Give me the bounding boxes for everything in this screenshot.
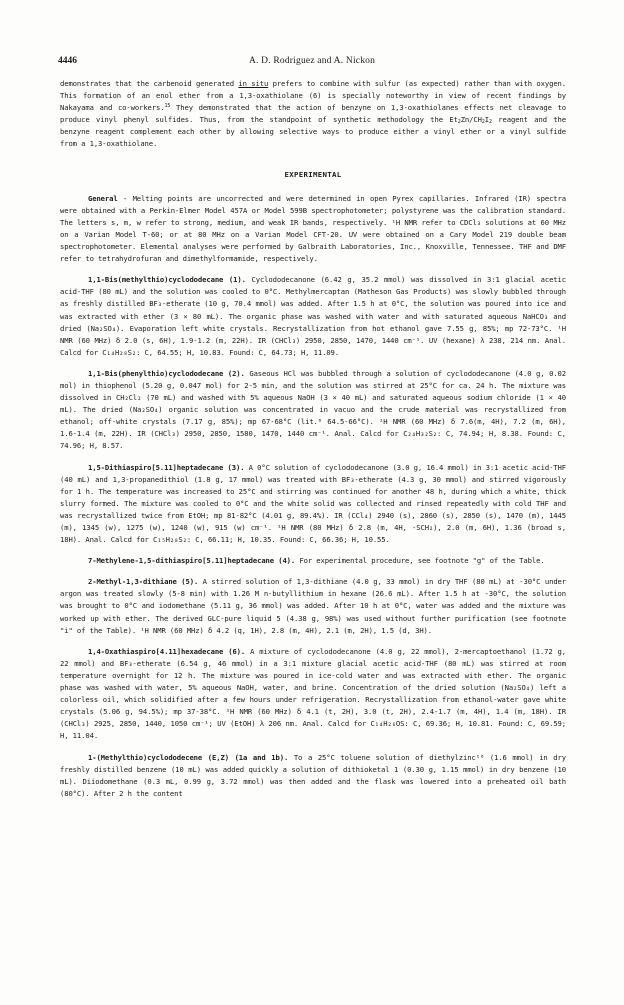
compound-2-head: 1,1-Bis(phenylthio)cyclododecane (2).	[88, 368, 245, 378]
compound-6-head: 1,4-Oxathiaspiro[4.11]hexadecane (6).	[88, 646, 246, 656]
article-body	[60, 78, 566, 800]
intro-text-insitu: in situ	[238, 79, 269, 88]
compound-2-text: Gaseous HCl was bubbled through a solution of cyclododecanone (4.0 g, 0.02 mol) in thiophenol (5.20 g, 0.047 mol) for 2-5 min, and the solution was stirred at 25°C for ca. 24 h. The mixture was dissolved in CH₂Cl₂ (70 mL) and washed with 5% aqueous NaOH (3 × 40 mL) and saturated aqueous sodium chloride (1 × 40 mL). The dried (Na₂SO₄) organic solution was concentrated in vacuo and the crude material was recrystallized from ethanol; off-white crystals (7.17 g, 85%); mp 67-68°C (lit.⁶ 64.5-66°C). ¹H NMR (60 MHz) δ 7.6(m, 4H), 7.2 (m, 6H), 1.6-1.4 (m, 22H). IR (CHCl₃) 2950, 2850, 1580, 1470, 1440 cm⁻¹. Anal. Calcd for C₂₄H₃₂S₂: C, 74.94; H, 8.38. Found: C, 74.96; H, 8.57.	[60, 368, 566, 451]
intro-text-f: reagent and the benzyne reagent complement each other by allowing selective ways to produce either a vinyl ether or a vinyl sulfide from a 1,3-oxathiolane.	[60, 115, 567, 149]
compound-6-paragraph	[60, 646, 566, 743]
compound-7-paragraph	[60, 752, 566, 800]
page-header	[58, 56, 566, 70]
compound-7-text: To a 25°C toluene solution of diethylzinc¹⁶ (1.6 mmol) in dry freshly distilled benzene (10 mL) was added quickly a solution of dithioketal 1 (0.30 g, 1.15 mmol) in dry benzene (10 mL). Diiodomethane (0.3 mL, 0.99 g, 3.72 mmol) was then added and the flask was lowered into a preheated oil bath (80°C). After 2 h the content	[60, 752, 566, 798]
compound-5-text: A stirred solution of 1,3-dithiane (4.0 g, 33 mmol) in dry THF (80 mL) at -30°C under argon was treated slowly (5-8 min) with 1.26 M n-butyllithium in hexane (26.6 mL). After 1.5 h at -30°C, the solution was brought to 0°C and iodomethane (5.11 g, 36 mmol) was added. After 10 h at 0°C, water was added and the mixture was worked up with ether. The derived GLC-pure liquid 5 (4.38 g, 98%) was used without further purification (see footnote "i" of the Table). ¹H NMR (60 MHz) δ 4.2 (q, 1H), 2.8 (m, 4H), 2.1 (m, 2H), 1.5 (d, 3H).	[60, 577, 566, 635]
page-number: 4446	[58, 56, 77, 66]
compound-1-paragraph	[60, 274, 566, 359]
section-title: EXPERIMENTAL	[284, 169, 342, 179]
compound-5-head: 2-Methyl-1,3-dithiane (5).	[88, 577, 199, 587]
compound-5-paragraph	[60, 576, 566, 636]
intro-text-a: demonstrates that the carbenoid generated	[60, 79, 239, 88]
compound-6-text: A mixture of cyclododecanone (4.0 g, 22 mmol), 2-mercaptoethanol (1.72 g, 22 mmol) and BF₃-etherate (6.54 g, 46 mmol) in a 3:1 mixture glacial acetic acid-THF (80 mL) was stirred at room temperature overnight for 12 h. The mixture was poured in ice-cold water and was extracted with ether. The organic phase was washed with water, 5% aqueous NaOH, water, and brine. Concentration of the dried solution (Na₂SO₄) left a colorless oil, which solidified after a few hours under refrigeration. Recrystallization from ethanol-water gave white crystals (5.06 g, 94.5%); mp 37-38°C. ¹H NMR (60 MHz) δ 4.1 (t, 2H), 3.0 (t, 2H), 2.4-1.7 (m, 4H), 1.4 (m, 18H). IR (CHCl₃) 2925, 2850, 1440, 1050 cm⁻¹; UV (EtOH) λ 206 nm. Anal. Calcd for C₁₄H₂₆OS: C, 69.36; H, 10.81. Found: C, 69.59; H, 11.04.	[60, 646, 566, 741]
compound-4-text: For experimental procedure, see footnote "g" of the Table.	[295, 556, 545, 566]
compound-7-head: 1-(Methylthio)cyclododecene (E,Z) (1a and 1b).	[88, 752, 289, 762]
ref-15: 15	[164, 103, 171, 110]
intro-text-b: prefers to combine with sulfur (as expected) rather than with oxygen. This formation of an enol ether from a 1,3-oxathiolane (6) is specially noteworthy in view of recent findings by Nakayama and co-workers.	[60, 79, 566, 113]
general-text: - Melting points are uncorrected and were determined in open Pyrex capillaries. Infrared (IR) spectra were obtained with a Perkin-Elmer Model 457A or Model 599B spectrophotometer; polystyrene was the calibration standard. The letters s, m, w refer to strong, medium, and weak IR bands, respectively. ¹H NMR refer to CDCl₃ solutions at 60 MHz on a Varian Model T-60; or at 80 MHz on a Varian Model CFT-20. UV were obtained on a Cary Model 219 double beam spectrophotometer. Elemental analyses were performed by Galbraith Laboratories, Inc., Knoxville, Tennessee. THF and DMF refer to tetrahydrofuran and dimethylformamide, respectively.	[60, 193, 566, 264]
intro-text-d: Zn/CH	[460, 115, 482, 125]
compound-4-paragraph	[60, 555, 566, 567]
compound-3-text: A 0°C solution of cyclododecanone (3.0 g, 16.4 mmol) in 3:1 acetic acid-THF (40 mL) and 1,3-propanedithiol (1.8 g, 17 mmol) was treated with BF₃-etherate (4.3 g, 30 mmol) and stirred vigorously for 1 h. The temperature was increased to 25°C and stirring was continued for another 48 h, during which a white, thick slurry formed. The mixture was cooled to 0°C and the white solid was collected and rinsed repeatedly with cold THF and was recrystallized twice from EtOH; mp 81-82°C (4.01 g, 89.4%). IR (CCl₄) 2940 (s), 2860 (s), 2850 (s), 1470 (m), 1445 (m), 1345 (w), 1275 (w), 1240 (w), 915 (w) cm⁻¹. ¹H NMR (80 MHz) δ 2.8 (m, 4H, -SCH₂), 2.0 (m, 6H), 1.36 (broad s, 18H). Anal. Calcd for C₁₅H₂₈S₂: C, 66.11; H, 10.35. Found: C, 66.36; H, 10.55.	[60, 462, 566, 545]
compound-2-paragraph	[60, 368, 566, 453]
running-head: A. D. Rodriguez and A. Nickon	[248, 56, 376, 66]
general-paragraph	[60, 193, 566, 266]
compound-3-paragraph	[60, 462, 566, 547]
general-head: General	[88, 193, 118, 203]
compound-1-text: Cyclododecanone (6.42 g, 35.2 mmol) was dissolved in 3:1 glacial acetic acid-THF (80 mL) and the solution was cooled to 0°C. Methylmercaptan (Matheson Gas Products) was slowly bubbled through as freshly distilled BF₃-etherate (10 g, 70.4 mmol) was added. After 1.5 h at 0°C, the solution was poured into ice and was extracted with ether (3 × 80 mL). The organic phase was washed with water and with saturated aqueous NaHCO₃ and dried (Na₂SO₄). Evaporation left white crystals. Recrystallization from hot ethanol gave 7.55 g, 85%; mp 72-73°C. ¹H NMR (60 MHz) δ 2.0 (s, 6H), 1.9-1.2 (m, 22H). IR (CHCl₃) 2950, 2850, 1470, 1440 cm⁻¹. UV (hexane) λ 238, 214 nm. Anal. Calcd for C₁₄H₂₈S₂: C, 64.55; H, 10.83. Found: C, 64.73; H, 11.09.	[60, 275, 566, 357]
intro-paragraph: demonstrates that the carbenoid generated in situ prefers to combine with sulfur (as expected) rather than with oxygen. This formation of an enol ether from a 1,3-oxathiolane (6) is specially noteworthy in view of recent findings by Nakayama and co-workers.$^{15}$ They demonstrated that the action of benzyne on 1,3-oxathiolanes effects net cleavage to produce vinyl phenyl sulfides. Thus, from the standpoint of synthetic methodology the $Et_2Zn/CH_2I_2$ reagent and the benzyne reagent complement each other by allowing selective ways to produce either a vinyl ether or a vinyl sulfide from a 1,3-oxathiolane.	[60, 79, 567, 149]
compound-4-head: 7-Methylene-1,5-dithiaspiro[5.11]heptadecane (4).	[88, 556, 296, 566]
compound-3-head: 1,5-Dithiaspiro[5.11]heptadecane (3).	[88, 462, 245, 472]
intro-text-e: I	[484, 115, 489, 125]
intro-text-c: They demonstrated that the action of benzyne on 1,3-oxathiolanes effects net cleavage to produce vinyl phenyl sulfides. Thus, from the standpoint of synthetic methodology the Et	[60, 103, 566, 125]
compound-1-head: 1,1-Bis(methylthio)cyclododecane (1).	[88, 275, 246, 285]
